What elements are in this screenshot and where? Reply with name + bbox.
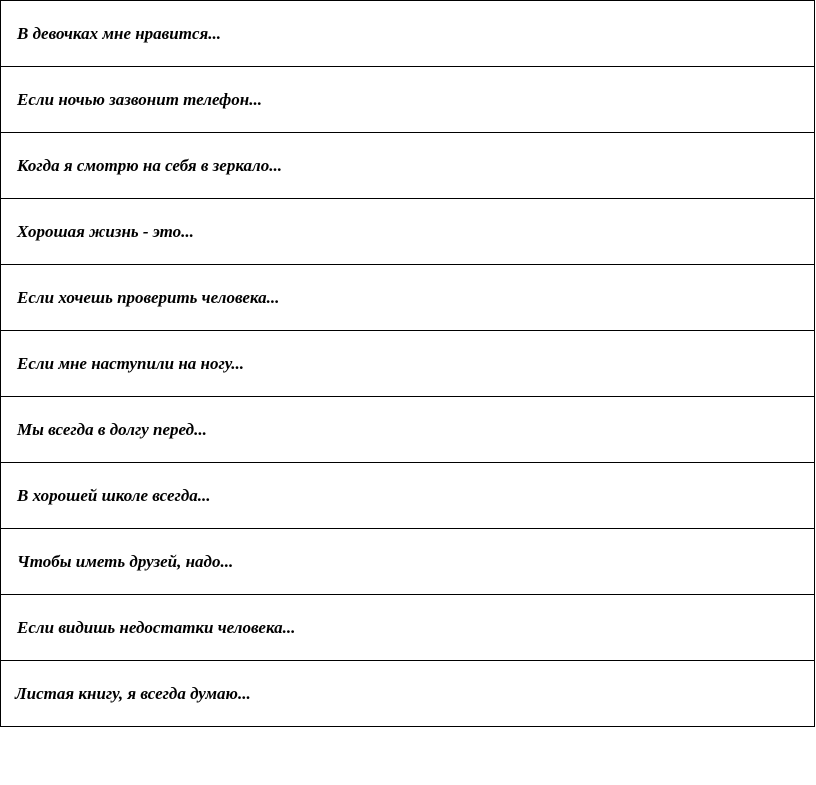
table-row [1,199,815,265]
prompt-cell: Если хочешь проверить человека... [1,265,815,331]
table-row [1,529,815,595]
prompt-cell: В хорошей школе всегда... [1,463,815,529]
table-row [1,67,815,133]
table-row [1,1,815,67]
table-row [1,463,815,529]
table-row [1,331,815,397]
prompt-cell: В девочках мне нравится... [1,1,815,67]
table-row [1,595,815,661]
table-row [1,265,815,331]
prompt-cell: Чтобы иметь друзей, надо... [1,529,815,595]
prompt-cell: Когда я смотрю на себя в зеркало... [1,133,815,199]
prompt-cell: Если мне наступили на ногу... [1,331,815,397]
prompt-cell: Если видишь недостатки человека... [1,595,815,661]
prompt-cell: Если ночью зазвонит телефон... [1,67,815,133]
table-row [1,133,815,199]
prompt-cell: Листая книгу, я всегда думаю... [1,661,815,727]
table-row [1,661,815,727]
table-row [1,397,815,463]
prompt-cell: Мы всегда в долгу перед... [1,397,815,463]
prompt-cell: Хорошая жизнь - это... [1,199,815,265]
